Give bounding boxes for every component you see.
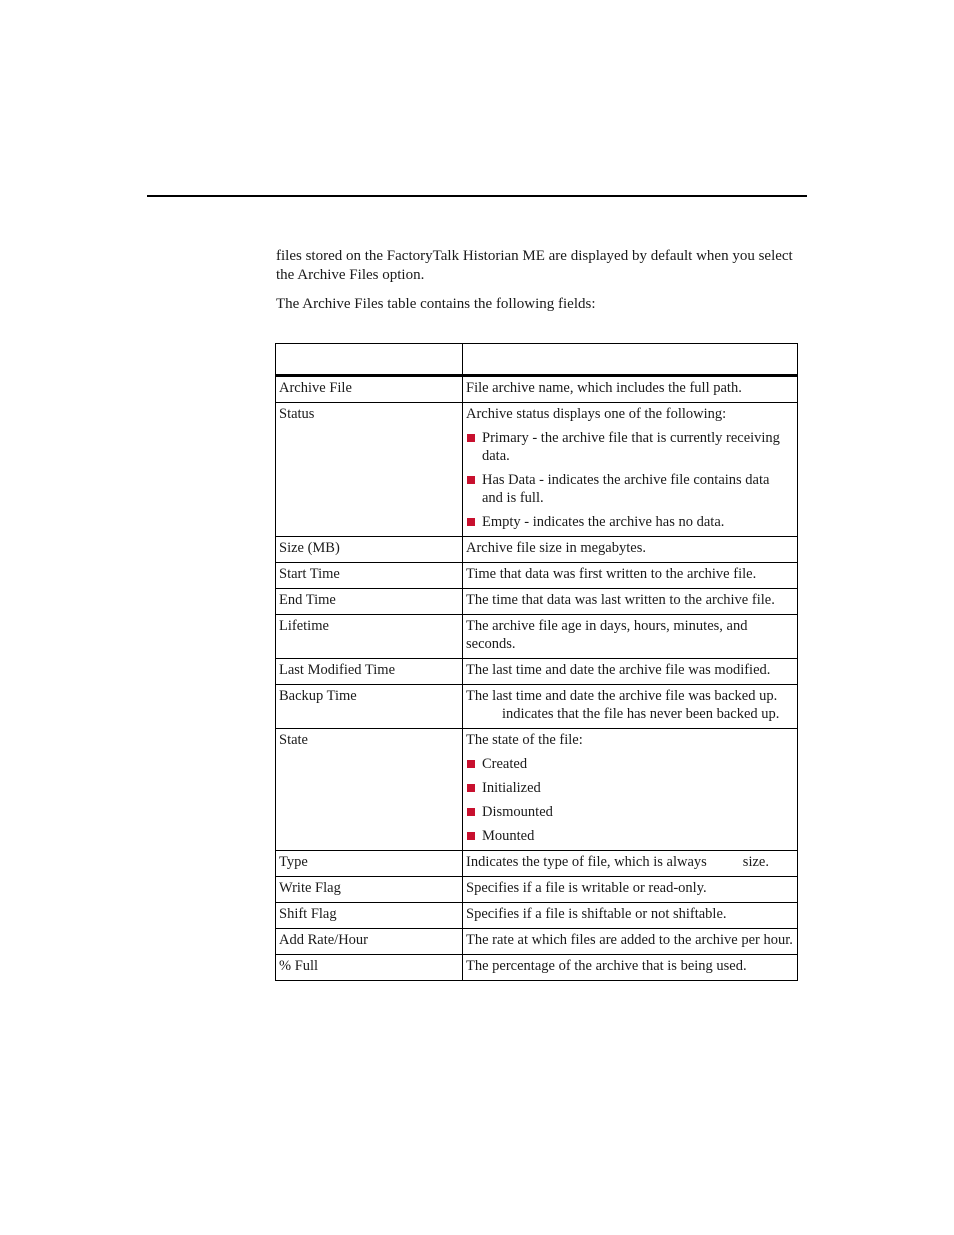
- square-bullet-icon: [467, 476, 475, 484]
- square-bullet-icon: [467, 760, 475, 768]
- table-row: [276, 685, 798, 729]
- square-bullet-icon: [467, 808, 475, 816]
- table-row: [276, 615, 798, 659]
- table-row: [276, 877, 798, 903]
- list-item: Initialized: [466, 779, 794, 797]
- intro-paragraph: files stored on the FactoryTalk Historian ME are displayed by default when you select the Archive Files option.: [276, 248, 793, 283]
- table-row: [276, 729, 798, 851]
- square-bullet-icon: [467, 784, 475, 792]
- field-description: The last time and date the archive file was backed up.: [466, 688, 778, 704]
- field-name: Size (MB): [276, 537, 463, 563]
- field-name: Lifetime: [276, 615, 463, 659]
- list-item: Created: [466, 755, 794, 773]
- field-description-cell: [463, 851, 798, 877]
- field-description-continued: indicates that the file has never been backed up.: [502, 706, 780, 722]
- field-name: Archive File: [276, 376, 463, 403]
- field-description-end: size.: [742, 854, 769, 870]
- table-row: [276, 929, 798, 955]
- field-name: Last Modified Time: [276, 659, 463, 685]
- field-description: The archive file age in days, hours, minutes, and seconds.: [463, 615, 798, 659]
- field-description-cell: [463, 685, 798, 729]
- status-list: [466, 429, 794, 531]
- table-row: [276, 955, 798, 981]
- field-name: Type: [276, 851, 463, 877]
- field-description-cell: [463, 729, 798, 851]
- table-row: [276, 851, 798, 877]
- header-cell-field: [276, 344, 463, 376]
- field-description: The state of the file:: [466, 732, 583, 748]
- square-bullet-icon: [467, 434, 475, 442]
- table-header-row: [276, 344, 798, 376]
- list-item: Dismounted: [466, 803, 794, 821]
- field-name: Start Time: [276, 563, 463, 589]
- table-row: [276, 903, 798, 929]
- header-rule: [147, 195, 807, 197]
- field-description: File archive name, which includes the full path.: [463, 376, 798, 403]
- field-description: Time that data was first written to the archive file.: [463, 563, 798, 589]
- table-row: [276, 376, 798, 403]
- field-description: Archive file size in megabytes.: [463, 537, 798, 563]
- field-name: End Time: [276, 589, 463, 615]
- table-row: [276, 537, 798, 563]
- field-description: Archive status displays one of the following:: [466, 406, 727, 422]
- table-lead-in: The Archive Files table contains the following fields:: [276, 296, 596, 312]
- list-item: Primary - the archive file that is currently receiving data.: [466, 429, 794, 465]
- state-list: [466, 755, 794, 845]
- table-row: [276, 659, 798, 685]
- table-row: [276, 589, 798, 615]
- table-row: [276, 403, 798, 537]
- header-cell-description: [463, 344, 798, 376]
- field-name: % Full: [276, 955, 463, 981]
- intro-text: [276, 247, 796, 314]
- field-name: Shift Flag: [276, 903, 463, 929]
- field-description: The percentage of the archive that is being used.: [463, 955, 798, 981]
- field-description: The time that data was last written to the archive file.: [463, 589, 798, 615]
- square-bullet-icon: [467, 518, 475, 526]
- field-name: Backup Time: [276, 685, 463, 729]
- list-item: Mounted: [466, 827, 794, 845]
- archive-files-fields-table: [275, 343, 798, 981]
- field-description: Specifies if a file is writable or read-only.: [463, 877, 798, 903]
- field-name: Write Flag: [276, 877, 463, 903]
- field-description-cell: [463, 403, 798, 537]
- square-bullet-icon: [467, 832, 475, 840]
- list-item: Has Data - indicates the archive file contains data and is full.: [466, 471, 794, 507]
- field-name: Add Rate/Hour: [276, 929, 463, 955]
- list-item: Empty - indicates the archive has no data.: [466, 513, 794, 531]
- field-description: Specifies if a file is shiftable or not shiftable.: [463, 903, 798, 929]
- field-name: Status: [276, 403, 463, 537]
- field-description: The last time and date the archive file was modified.: [463, 659, 798, 685]
- field-description: Indicates the type of file, which is always: [466, 854, 707, 870]
- field-description: The rate at which files are added to the archive per hour.: [463, 929, 798, 955]
- table-row: [276, 563, 798, 589]
- field-name: State: [276, 729, 463, 851]
